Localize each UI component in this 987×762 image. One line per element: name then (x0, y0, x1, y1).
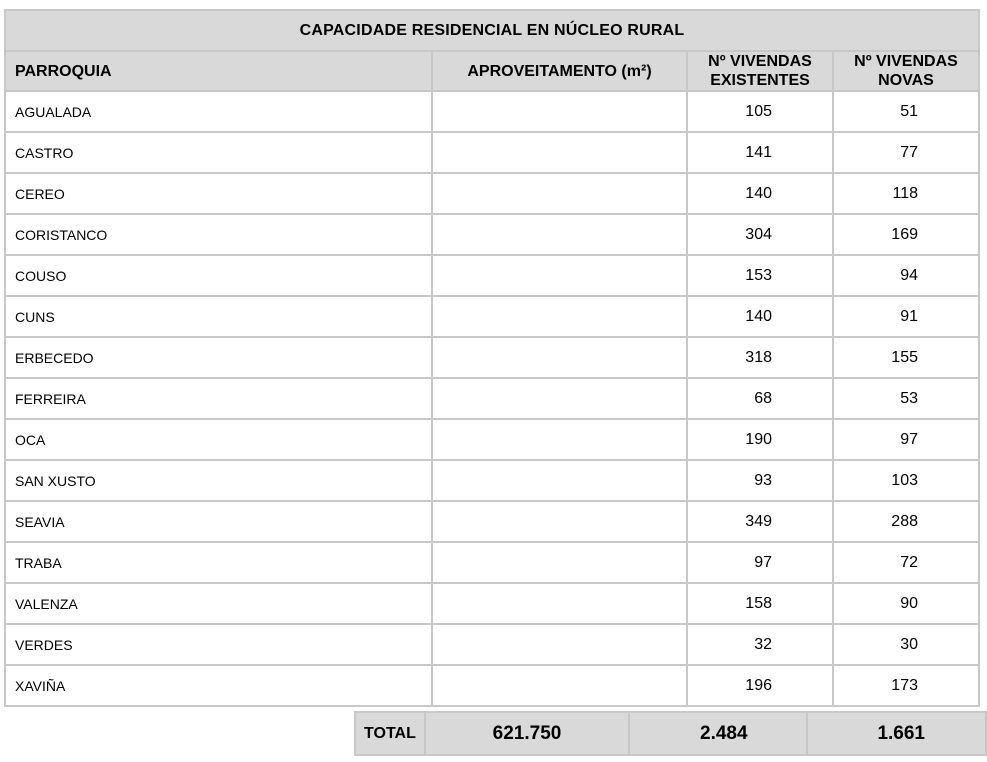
aproveitamento-cell (432, 132, 687, 173)
vivendas-existentes-cell: 349 (687, 501, 833, 542)
aproveitamento-cell (432, 296, 687, 337)
vivendas-existentes-cell: 153 (687, 255, 833, 296)
aproveitamento-cell (432, 91, 687, 132)
parroquia-cell: XAVIÑA (5, 665, 432, 706)
table-row (5, 337, 979, 378)
aproveitamento-cell (432, 624, 687, 665)
table-header-row (5, 51, 979, 91)
table-row (5, 542, 979, 583)
parroquia-cell: TRABA (5, 542, 432, 583)
parroquia-cell: CEREO (5, 173, 432, 214)
aproveitamento-cell (432, 419, 687, 460)
aproveitamento-cell (432, 337, 687, 378)
vivendas-novas-cell: 97 (833, 419, 979, 460)
table-row (5, 460, 979, 501)
parroquia-cell: FERREIRA (5, 378, 432, 419)
vivendas-novas-cell: 30 (833, 624, 979, 665)
vivendas-existentes-cell: 158 (687, 583, 833, 624)
header-vivendas-novas (833, 51, 979, 91)
table-row (5, 419, 979, 460)
table-row (5, 296, 979, 337)
header-existentes-line2: EXISTENTES (710, 72, 810, 89)
vivendas-novas-cell: 103 (833, 460, 979, 501)
vivendas-existentes-cell: 140 (687, 296, 833, 337)
vivendas-existentes-cell: 190 (687, 419, 833, 460)
table-row (5, 665, 979, 706)
parroquia-cell: SAN XUSTO (5, 460, 432, 501)
table-row (5, 91, 979, 132)
table-row (5, 255, 979, 296)
table-row (5, 624, 979, 665)
aproveitamento-cell (432, 214, 687, 255)
table-body (5, 91, 979, 706)
aproveitamento-cell (432, 583, 687, 624)
vivendas-existentes-cell: 97 (687, 542, 833, 583)
parroquia-cell: COUSO (5, 255, 432, 296)
parroquia-cell: OCA (5, 419, 432, 460)
vivendas-novas-cell: 51 (833, 91, 979, 132)
total-vivendas-novas: 1.661 (807, 712, 986, 755)
vivendas-existentes-cell: 68 (687, 378, 833, 419)
total-label: TOTAL (355, 712, 425, 755)
vivendas-existentes-cell: 196 (687, 665, 833, 706)
vivendas-novas-cell: 53 (833, 378, 979, 419)
aproveitamento-cell (432, 173, 687, 214)
vivendas-existentes-cell: 105 (687, 91, 833, 132)
vivendas-novas-cell: 173 (833, 665, 979, 706)
total-aproveitamento: 621.750 (425, 712, 629, 755)
vivendas-novas-cell: 155 (833, 337, 979, 378)
table-title: CAPACIDADE RESIDENCIAL EN NÚCLEO RURAL (5, 10, 979, 51)
table-row (5, 132, 979, 173)
aproveitamento-cell (432, 378, 687, 419)
header-vivendas-existentes (687, 51, 833, 91)
vivendas-existentes-cell: 304 (687, 214, 833, 255)
aproveitamento-cell (432, 255, 687, 296)
vivendas-novas-cell: 288 (833, 501, 979, 542)
header-existentes-line1: Nº VIVENDAS (708, 53, 812, 70)
header-novas-line1: Nº VIVENDAS (854, 53, 958, 70)
header-parroquia: PARROQUIA (5, 51, 432, 91)
table-row (5, 501, 979, 542)
vivendas-existentes-cell: 93 (687, 460, 833, 501)
vivendas-novas-cell: 169 (833, 214, 979, 255)
table-row (5, 378, 979, 419)
parroquia-cell: VALENZA (5, 583, 432, 624)
table-row (5, 214, 979, 255)
vivendas-novas-cell: 94 (833, 255, 979, 296)
header-aproveitamento: APROVEITAMENTO (m²) (432, 51, 687, 91)
parroquia-cell: CUNS (5, 296, 432, 337)
residential-capacity-table-container (4, 9, 978, 707)
vivendas-existentes-cell: 141 (687, 132, 833, 173)
vivendas-novas-cell: 72 (833, 542, 979, 583)
parroquia-cell: CASTRO (5, 132, 432, 173)
vivendas-existentes-cell: 318 (687, 337, 833, 378)
vivendas-novas-cell: 91 (833, 296, 979, 337)
vivendas-novas-cell: 118 (833, 173, 979, 214)
aproveitamento-cell (432, 665, 687, 706)
parroquia-cell: SEAVIA (5, 501, 432, 542)
parroquia-cell: VERDES (5, 624, 432, 665)
vivendas-existentes-cell: 32 (687, 624, 833, 665)
total-row (354, 711, 987, 756)
total-vivendas-existentes: 2.484 (629, 712, 806, 755)
residential-capacity-table (4, 9, 980, 707)
vivendas-existentes-cell: 140 (687, 173, 833, 214)
aproveitamento-cell (432, 501, 687, 542)
header-novas-line2: NOVAS (878, 72, 934, 89)
table-row (5, 583, 979, 624)
vivendas-novas-cell: 77 (833, 132, 979, 173)
aproveitamento-cell (432, 542, 687, 583)
parroquia-cell: ERBECEDO (5, 337, 432, 378)
table-row (5, 173, 979, 214)
parroquia-cell: CORISTANCO (5, 214, 432, 255)
vivendas-novas-cell: 90 (833, 583, 979, 624)
aproveitamento-cell (432, 460, 687, 501)
parroquia-cell: AGUALADA (5, 91, 432, 132)
